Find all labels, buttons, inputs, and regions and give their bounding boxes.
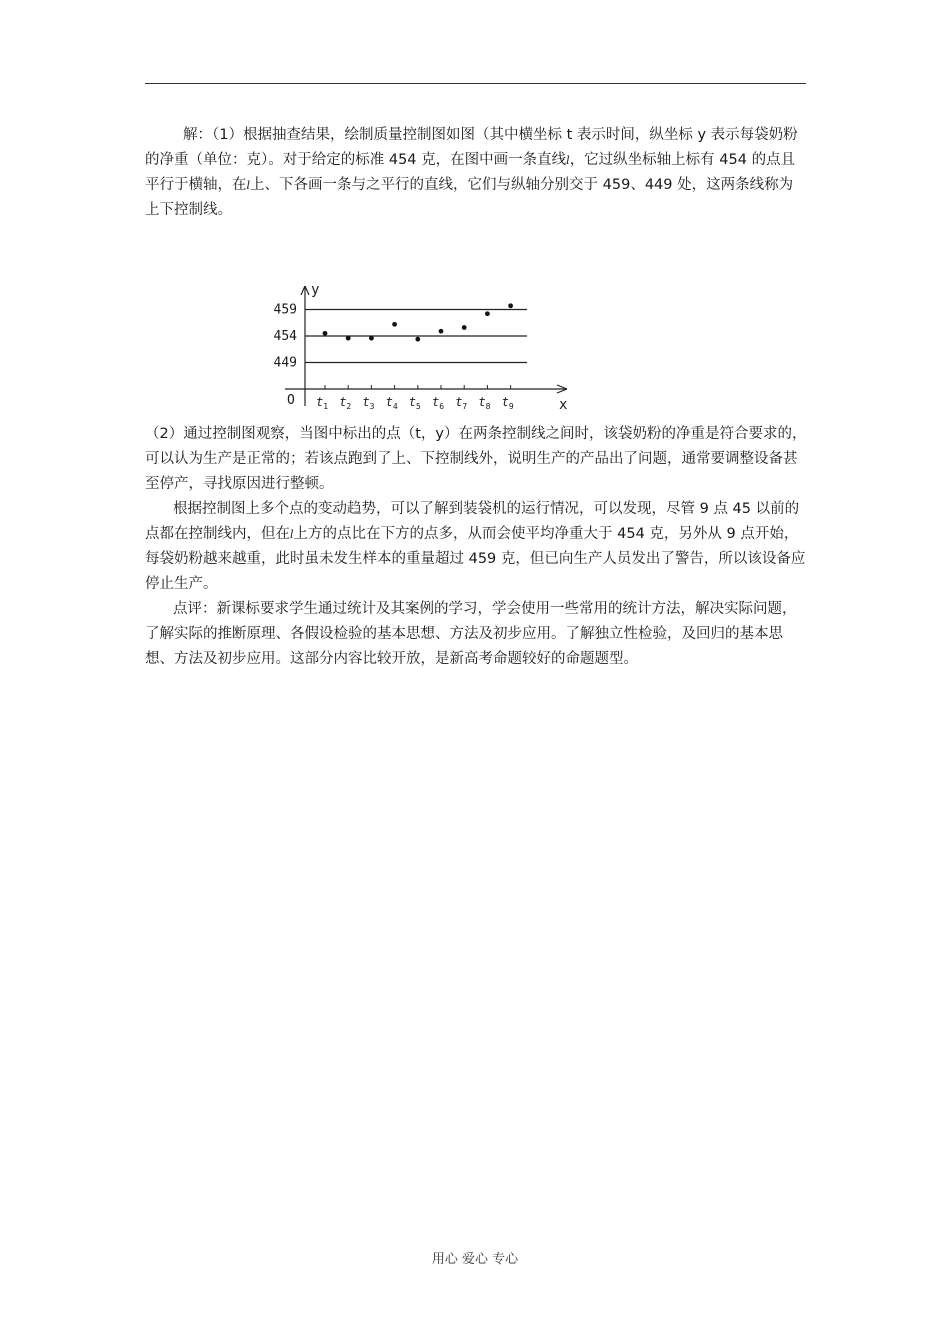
line-l-symbol: l (246, 179, 251, 192)
data-point (485, 311, 490, 316)
data-point (346, 336, 351, 341)
x-tick-label: $t_9$ (501, 395, 514, 411)
p1-text-a: 解：（1）根据抽查结果，绘制质量控制图如图（其中横坐标 t 表示时间，纵坐标 y 表示每袋奶粉的净重（单位：克）。对于给定的标准 454 克，在图中画一条直线 (145, 127, 798, 168)
line-l-symbol: l (566, 154, 570, 167)
header-rule (145, 83, 806, 84)
y-tick-label: 449 (273, 355, 297, 371)
data-point (462, 325, 467, 330)
x-tick-label: $t_1$ (316, 395, 329, 411)
paragraph-solution-part1 (145, 123, 807, 223)
data-point (508, 303, 513, 308)
quality-control-chart (255, 278, 585, 413)
data-point (415, 337, 420, 342)
y-tick-label: 454 (273, 329, 297, 344)
paragraph-commentary: 点评：新课标要求学生通过统计及其案例的学习，学会使用一些常用的统计方法，解决实际问题，了解实际的推断原理、各假设检验的基本思想、方法及初步应用。了解独立性检验，及回归的基本思想、方法及初步应用。这部分内容比较开放，是新高考命题较好的命题题型。 (145, 601, 797, 667)
x-tick-label: $t_7$ (455, 395, 468, 411)
p3-text-b: 上方的点比在下方的点多，从而会使平均净重大于 454 克，另外从 9 点开始，每袋奶粉越来越重，此时虽未发生样本的重量超过 459 克，但已向生产人员发出了警告，所以该设备应停止生产。 (145, 526, 806, 592)
x-tick-label: $t_4$ (385, 395, 398, 411)
x-tick-label: $t_3$ (362, 395, 375, 411)
origin-label: O (287, 393, 295, 408)
p1-text-c: 上、下各画一条与之平行的直线，它们与纵轴分别交于 459、449 处，这两条线称为上下控制线。 (145, 177, 794, 218)
data-point (323, 331, 328, 336)
p1-text-b: ，它过纵坐标轴上标有 454 的点且平行于横轴，在 (145, 152, 796, 193)
y-axis-label: y (311, 282, 320, 298)
x-tick-label: $t_2$ (339, 395, 352, 411)
data-point (392, 322, 397, 327)
data-point (439, 329, 444, 334)
data-point (369, 336, 374, 341)
x-tick-label: $t_5$ (408, 395, 421, 411)
paragraph-trend-analysis (145, 497, 807, 597)
x-axis-label: x (559, 397, 568, 413)
y-tick-label: 459 (273, 302, 297, 318)
page-footer: 用心 爱心 专心 (431, 1252, 519, 1267)
x-tick-label: $t_6$ (432, 395, 445, 411)
paragraph-solution-part2: （2）通过控制图观察，当图中标出的点（t，y）在两条控制线之间时，该袋奶粉的净重是符合要求的，可以认为生产是正常的；若该点跑到了上、下控制线外，说明生产的产品出了问题，通常要调整设备甚至停产，寻找原因进行整顿。 (145, 426, 807, 492)
x-tick-label: $t_8$ (478, 395, 491, 411)
line-l-symbol: l (290, 528, 294, 541)
p3-text-a: 根据控制图上多个点的变动趋势，可以了解到装袋机的运行情况，可以发现，尽管 9 点 45 以前的点都在控制线内，但在 (145, 501, 800, 542)
